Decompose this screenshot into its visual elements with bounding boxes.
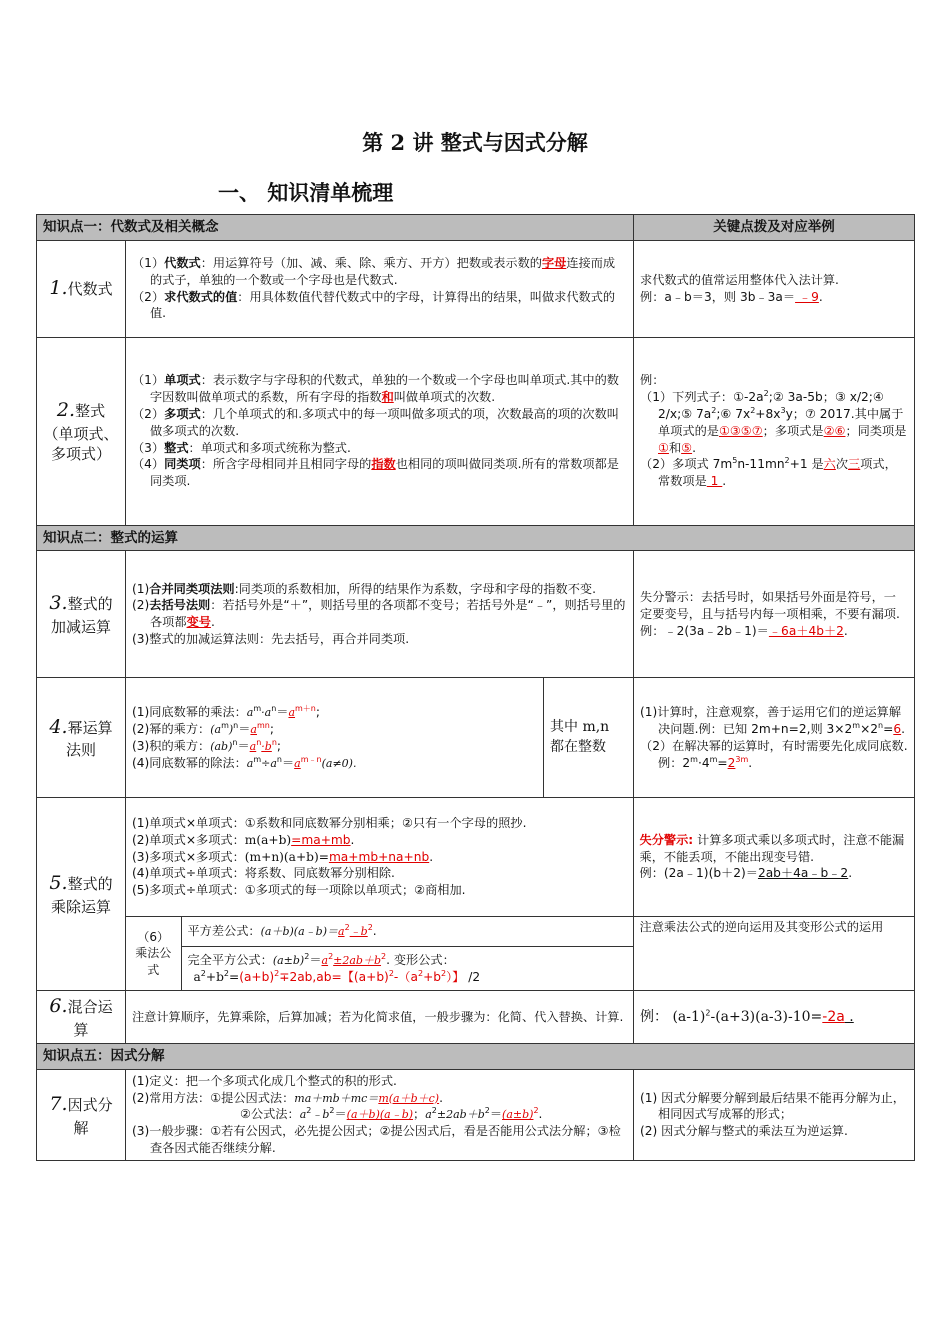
header-key-points: 关键点拨及对应举例 [634, 215, 915, 241]
row-content: (1)合并同类项法则:同类项的系数相加，所得的结果作为系数，字母和字母的指数不变. (2)去括号法则：若括号外是“＋”，则括号里的各项都不变号；若括号外是“﹣”，则括号里的各项都变号. (3)整式的加减运算法则：先去括号，再合并同类项. [126, 551, 634, 678]
perfect-square: 完全平方公式：$(a\pm b)^2=a^2\pm 2ab+b^2$. 变形公式： $a^2+b^2=(a+b)^2\mp 2ab,ab=$【$(a+b)^2-(a^2+b^2)$】 /2 [181, 946, 633, 990]
row-key-points: 例： （1）下列式子：$①-2a^2;②$ 3a-5b；③ x/2;④ 2/x;⑤ $7a^2;⑥$ $7x^2+8x^3y$；⑦ 2017.其中属于单项式的是①③⑤⑦；多项式是②⑥；同类项是①和⑤. （2）多项式 $7m^5n-11mn^2+1$ 是六次三项式，常数项是 1 . [634, 337, 915, 525]
row-algebraic-expression [37, 240, 915, 337]
row-content: (1)单项式×单项式：①系数和同底数幂分别相乘；②只有一个字母的照抄. (2)单项式×多项式：m(a+b)=ma+mb. (3)多项式×多项式：(m+n)(a+b)=ma+mb+na+nb. (4)单项式÷单项式：将系数、同底数幂分别相除. (5)多项式÷单项式：①多项式的每一项除以单项式；②商相加. 失分警示: 计算多项式乘以多项式时，注意不能漏乘，不能丢项，不能出现变号错. 例：(2a﹣1)(b＋2)＝2ab＋4a﹣b﹣2. （6）乘法公式 平方差公式：$(a+b)(a﹣b)=a^2﹣b^2$. 注意乘法公式的逆向运用及其变形公式的运用 完全平方公式：$(a\pm b)^2=a^2\pm 2ab+b^2$. 变形公式： $a^2+b^2=(a+b)^2\mp 2ab,ab=$【$(a+b)^2-(a^2+b^2)$】 /2 [126, 798, 915, 991]
row-multiplication-division [37, 798, 915, 991]
row-label: 6.混合运算 [37, 991, 126, 1044]
row-content: （1）代数式：用运算符号（加、减、乘、除、乘方、开方）把数或表示数的字母连接而成的式子，单独的一个数或一个字母也是代数式. （2）求代数式的值：用具体数值代替代数式中的字母，计算得出的结果，叫做求代数式的值. [126, 240, 634, 337]
row-label: 2.整式（单项式、多项式） [37, 337, 126, 525]
row-label: 7.因式分解 [37, 1069, 126, 1160]
row-label: 3.整式的加减运算 [37, 551, 126, 678]
integer-note: 其中 m,n 都在整数 [544, 678, 634, 798]
knowledge-table [36, 214, 915, 1161]
row-key-points: (1) 因式分解要分解到最后结果不能再分解为止，相同因式写成幂的形式； (2) 因式分解与整式的乘法互为逆运算. [634, 1069, 915, 1160]
header-kp1: 知识点一：代数式及相关概念 [37, 215, 634, 241]
row-addition-subtraction [37, 551, 915, 678]
row-label: 1.代数式 [37, 240, 126, 337]
row-label: 4.幂运算法则 [37, 678, 126, 798]
formula-label: （6）乘法公式 [126, 916, 181, 990]
formula-note: 注意乘法公式的逆向运用及其变形公式的运用 [633, 916, 914, 990]
row-label: 5.整式的乘除运算 [37, 798, 126, 991]
row-key-points: 失分警示：去括号时，如果括号外面是符号，一定要变号，且与括号内每一项相乘，不要有漏项. 例：﹣2(3a﹣2b﹣1)＝﹣6a＋4b＋2. [634, 551, 915, 678]
header-kp5: 知识点五：因式分解 [37, 1044, 915, 1070]
row-mixed-operations [37, 991, 915, 1044]
row-key-points: 例： $(a-1)^2-(a+3)(a-3)-10=-2a$ . [634, 991, 915, 1044]
header-kp2: 知识点二：整式的运算 [37, 525, 915, 551]
row-key-points: 失分警示: 计算多项式乘以多项式时，注意不能漏乘，不能丢项，不能出现变号错. 例：(2a﹣1)(b＋2)＝2ab＋4a﹣b﹣2. [633, 798, 914, 916]
difference-of-squares: 平方差公式：$(a+b)(a﹣b)=a^2﹣b^2$. [181, 916, 633, 946]
row-factorization [37, 1069, 915, 1160]
row-power-rules [37, 678, 915, 798]
row-key-points: 求代数式的值常运用整体代入法计算. 例：a﹣b＝3，则 3b﹣3a＝ ﹣9. [634, 240, 915, 337]
row-key-points: (1)计算时，注意观察，善于运用它们的逆运算解决问题.例：已知 2m+n=2,则 $3\times 2^m\times 2^n=6$. （2）在解决幂的运算时，有时需要先化成同底数.例：$2^m\cdot 4^m=2^{3m}$. [634, 678, 915, 798]
row-content: 注意计算顺序，先算乘除，后算加减；若为化简求值，一般步骤为：化简、代入替换、计算. [126, 991, 634, 1044]
row-content: (1)定义：把一个多项式化成几个整式的积的形式. (2)常用方法：①提公因式法：ma＋mb＋mc＝m(a＋b＋c). ②公式法：$a^2﹣b^2=(a+b)(a﹣b)$；$a^2\pm 2ab+b^2=(a\pm b)^2$. (3)一般步骤：①若有公因式，必先提公因式；②提公因式后，看是否能用公式法分解；③检查各因式能否继续分解. [126, 1069, 634, 1160]
row-content: （1）单项式：表示数字与字母积的代数式，单独的一个数或一个字母也叫单项式.其中的数字因数叫做单项式的系数，所有字母的指数和叫做单项式的次数. （2）多项式：几个单项式的和.多项式中的每一项叫做多项式的项，次数最高的项的次数叫做多项式的次数. （3）整式：单项式和多项式统称为整式. （4）同类项：所含字母相同并且相同字母的指数也相同的项叫做同类项.所有的常数项都是同类项. [126, 337, 634, 525]
row-polynomial [37, 337, 915, 525]
page-title: 第 2 讲 整式与因式分解 [362, 130, 588, 155]
row-content: (1)同底数幂的乘法：$a^m\cdot a^n=a^{m+n}$; (2)幂的乘方：$(a^m)^n=a^{mn}$; (3)积的乘方：$(ab)^n=a^n\cdot b^n$; (4)同底数幂的除法：$a^m\div a^n=a^{m﹣n}(a\ne 0)$. [126, 678, 544, 798]
section-title: 一、 知识清单梳理 [218, 180, 394, 205]
